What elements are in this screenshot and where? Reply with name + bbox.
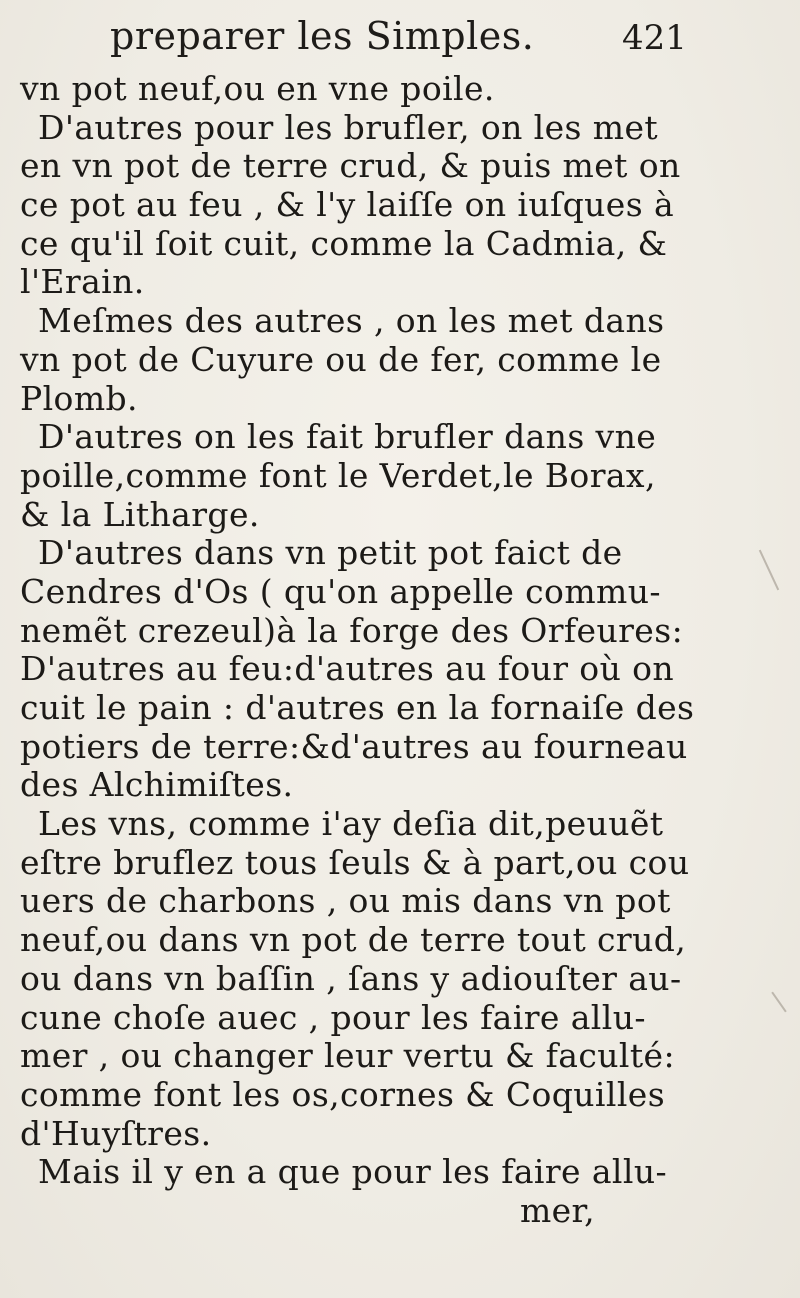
paragraph-start-line: D'autres dans vn petit pot faict de	[38, 533, 623, 573]
text-line: comme font les os,cornes & Coquilles	[20, 1074, 666, 1114]
text-body	[20, 70, 790, 1231]
paragraph-start-line: Les vns, comme i'ay deſia dit,peuuẽt	[38, 804, 664, 844]
page-header	[0, 2, 800, 62]
text-line: & la Litharge.	[20, 494, 260, 534]
text-line: cuit le pain : d'autres en la fornaiſe des	[20, 688, 695, 727]
text-line: potiers de terre:&d'autres au fourneau	[20, 726, 688, 766]
text-line: cune choſe auec , pour les faire allu-	[20, 997, 646, 1037]
page-number: 421	[622, 18, 687, 58]
paragraph-start-line: D'autres on les fait brufler dans vne	[38, 417, 657, 457]
text-line: Plomb.	[20, 378, 138, 418]
text-line: ce qu'il ſoit cuit, comme la Cadmia, &	[20, 223, 668, 263]
text-line: Cendres d'Os ( qu'on appelle commu-	[20, 571, 661, 611]
text-line: vn pot de Cuyure ou de fer, comme le	[20, 339, 662, 379]
text-line: l'Erain.	[20, 262, 145, 302]
paragraph-start-line: Meſmes des autres , on les met dans	[38, 301, 665, 341]
paragraph-start-line: Mais il y en a que pour les faire allu-	[38, 1152, 668, 1192]
text-line: neuf,ou dans vn pot de terre tout crud,	[20, 920, 687, 960]
text-line: vn pot neuf,ou en vne poile.	[20, 69, 495, 108]
text-line: des Alchimiſtes.	[20, 765, 294, 805]
text-line: D'autres au feu:d'autres au four où on	[20, 649, 675, 689]
text-line: poille,comme font le Verdet,le Borax,	[20, 455, 656, 495]
text-line: uers de charbons , ou mis dans vn pot	[20, 881, 671, 921]
text-line: en vn pot de terre crud, & puis met on	[20, 146, 681, 186]
text-line: mer , ou changer leur vertu & faculté:	[20, 1036, 675, 1076]
text-line: nemẽt crezeul)à la forge des Orfeures:	[20, 610, 684, 650]
text-line: eſtre bruflez tous ſeuls & à part,ou cou	[20, 842, 690, 882]
text-line: d'Huyſtres.	[20, 1113, 212, 1153]
paragraph-start-line: D'autres pour les brufler, on les met	[38, 107, 659, 147]
running-head: preparer les Simples.	[110, 14, 535, 58]
catchword: mer,	[519, 1190, 595, 1230]
text-line: ou dans vn baſſin , ſans y adiouſter au-	[20, 958, 682, 998]
text-line: ce pot au feu , & l'y laiſſe on iuſques à	[20, 185, 675, 225]
